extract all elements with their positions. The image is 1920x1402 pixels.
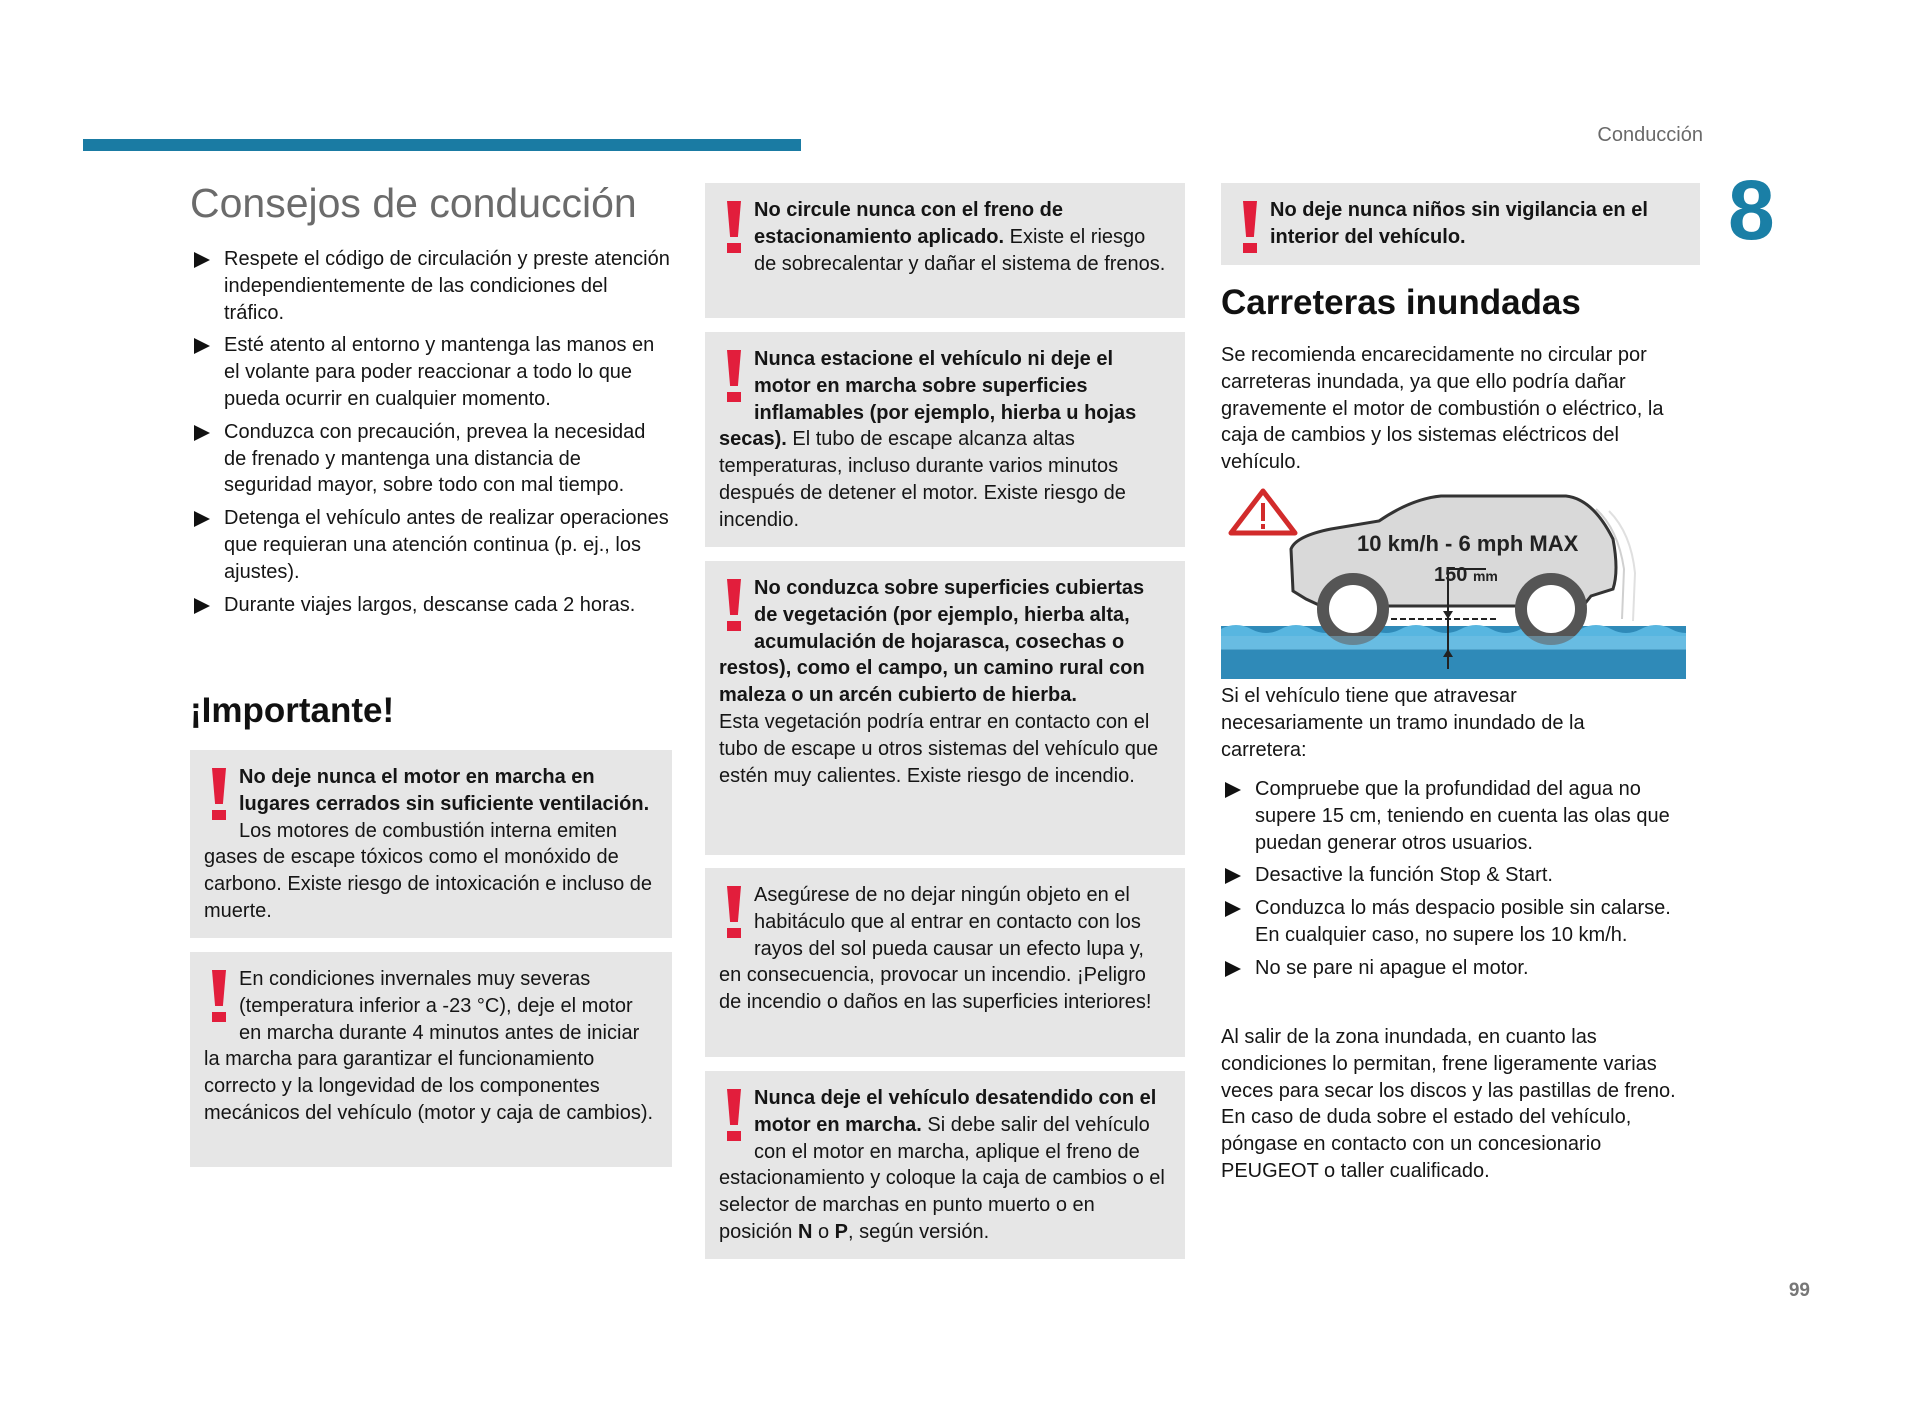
intro-paragraph: Se recomienda encarecidamente no circular por carreteras inundada, ya que ello podría dañar gravemente el motor de combustión o eléctrico, la caja de cambios y los sistemas eléctricos del vehículo. <box>1221 344 1664 474</box>
warning-box: No deje nunca el motor en marcha en lugares cerrados sin suficiente ventilación. Los motores de combustión interna emiten gases de escape tóxicos como el monóxido de carbono. Existe riesgo de intoxicación e incluso de muerte. <box>190 750 672 938</box>
chapter-number: 8 <box>1728 163 1775 257</box>
list-item: No se pare ni apague el motor. <box>1221 955 1700 982</box>
svg-text:150 mm: 150 mm <box>1434 564 1498 586</box>
exclamation-icon <box>719 886 750 940</box>
important-heading: ¡Importante! <box>190 691 395 730</box>
list-item: Durante viajes largos, descanse cada 2 horas. <box>190 592 672 619</box>
flooded-road-illustration <box>1221 481 1686 679</box>
section-heading: Carreteras inundadas <box>1221 283 1581 322</box>
warning-box: No circule nunca con el freno de estacionamiento aplicado. Existe el riesgo de sobrecalentar y dañar el sistema de frenos. <box>705 183 1185 318</box>
page-title: Consejos de conducción <box>190 180 637 226</box>
page-number: 99 <box>1788 1280 1810 1301</box>
triangle-bullet-icon <box>194 598 210 614</box>
driving-tips-section <box>190 180 672 624</box>
list-item: Compruebe que la profundidad del agua no supere 15 cm, teniendo en cuenta las olas que puedan generar otros usuarios. <box>1221 776 1700 856</box>
flood-lead-text: Si el vehículo tiene que atravesar necesariamente un tramo inundado de la carretera: <box>1221 685 1585 761</box>
exclamation-icon <box>719 579 750 633</box>
closing-paragraph: Al salir de la zona inundada, en cuanto las condiciones lo permitan, frene ligeramente varias veces para secar los discos y las pastillas de freno. En caso de duda sobre el estado del vehículo, póngase en contacto con un concesionario PEUGEOT o taller cualificado. <box>1221 1026 1676 1182</box>
triangle-bullet-icon <box>194 252 210 268</box>
warning-box: Nunca estacione el vehículo ni deje el motor en marcha sobre superficies inflamables (por ejemplo, hierba u hojas secas). El tubo de escape alcanza altas temperaturas, incluso durante varios minutos después de detener el motor. Existe riesgo de incendio. <box>705 332 1185 547</box>
list-item: Conduzca con precaución, prevea la necesidad de frenado y mantenga una distancia de seguridad mayor, sobre todo con mal tiempo. <box>190 419 672 499</box>
exclamation-icon <box>719 1089 750 1143</box>
warning-box: No conduzca sobre superficies cubiertas de vegetación (por ejemplo, hierba alta, acumulación de hojarasca, cosechas o restos), como el campo, un camino rural con maleza o un arcén cubierto de hierba. Esta vegetación podría entrar en contacto con el tubo de escape u otros sistemas del vehículo que estén muy calientes. Existe riesgo de incendio. <box>705 561 1185 855</box>
exclamation-icon <box>719 201 750 255</box>
warning-box: Nunca deje el vehículo desatendido con el motor en marcha. Si debe salir del vehículo con el motor en marcha, aplique el freno de estacionamiento y coloque la caja de cambios o el selector de marchas en punto muerto o en posición N o P, según versión. <box>705 1071 1185 1259</box>
triangle-bullet-icon <box>1225 868 1241 884</box>
triangle-bullet-icon <box>194 425 210 441</box>
list-item: Respete el código de circulación y preste atención independientemente de las condiciones del tráfico. <box>190 246 672 326</box>
triangle-bullet-icon <box>1225 782 1241 798</box>
exclamation-icon <box>1235 201 1266 255</box>
triangle-bullet-icon <box>194 338 210 354</box>
exclamation-icon <box>204 970 235 1024</box>
list-item: Desactive la función Stop & Start. <box>1221 862 1700 889</box>
exclamation-icon <box>719 350 750 404</box>
triangle-bullet-icon <box>194 511 210 527</box>
warning-box: En condiciones invernales muy severas (temperatura inferior a -23 °C), deje el motor en marcha durante 4 minutos antes de iniciar la marcha para garantizar el funcionamiento correcto y la longevidad de los componentes mecánicos del vehículo (motor y caja de cambios). <box>190 952 672 1167</box>
warning-box: No deje nunca niños sin vigilancia en el interior del vehículo. <box>1221 183 1700 265</box>
list-item: Esté atento al entorno y mantenga las manos en el volante para poder reaccionar a todo lo que pueda ocurrir en cualquier momento. <box>190 332 672 412</box>
section-accent-bar <box>83 139 801 151</box>
triangle-bullet-icon <box>1225 961 1241 977</box>
exclamation-icon <box>204 768 235 822</box>
list-item: Detenga el vehículo antes de realizar operaciones que requieran una atención continua (p. ej., los ajustes). <box>190 505 672 585</box>
triangle-bullet-icon <box>1225 901 1241 917</box>
list-item: Conduzca lo más despacio posible sin calarse. En cualquier caso, no supere los 10 km/h. <box>1221 895 1700 949</box>
flood-steps-list <box>1221 776 1700 988</box>
warning-box: Asegúrese de no dejar ningún objeto en el habitáculo que al entrar en contacto con los rayos del sol pueda causar un efecto lupa y, en consecuencia, provocar un incendio. ¡Peligro de incendio o daños en las superficies interiores! <box>705 868 1185 1057</box>
svg-text:10 km/h - 6 mph MAX: 10 km/h - 6 mph MAX <box>1357 531 1579 556</box>
warning-triangle-icon <box>1231 491 1295 533</box>
driving-tips-list <box>190 246 672 618</box>
section-label: Conducción <box>1597 124 1703 146</box>
